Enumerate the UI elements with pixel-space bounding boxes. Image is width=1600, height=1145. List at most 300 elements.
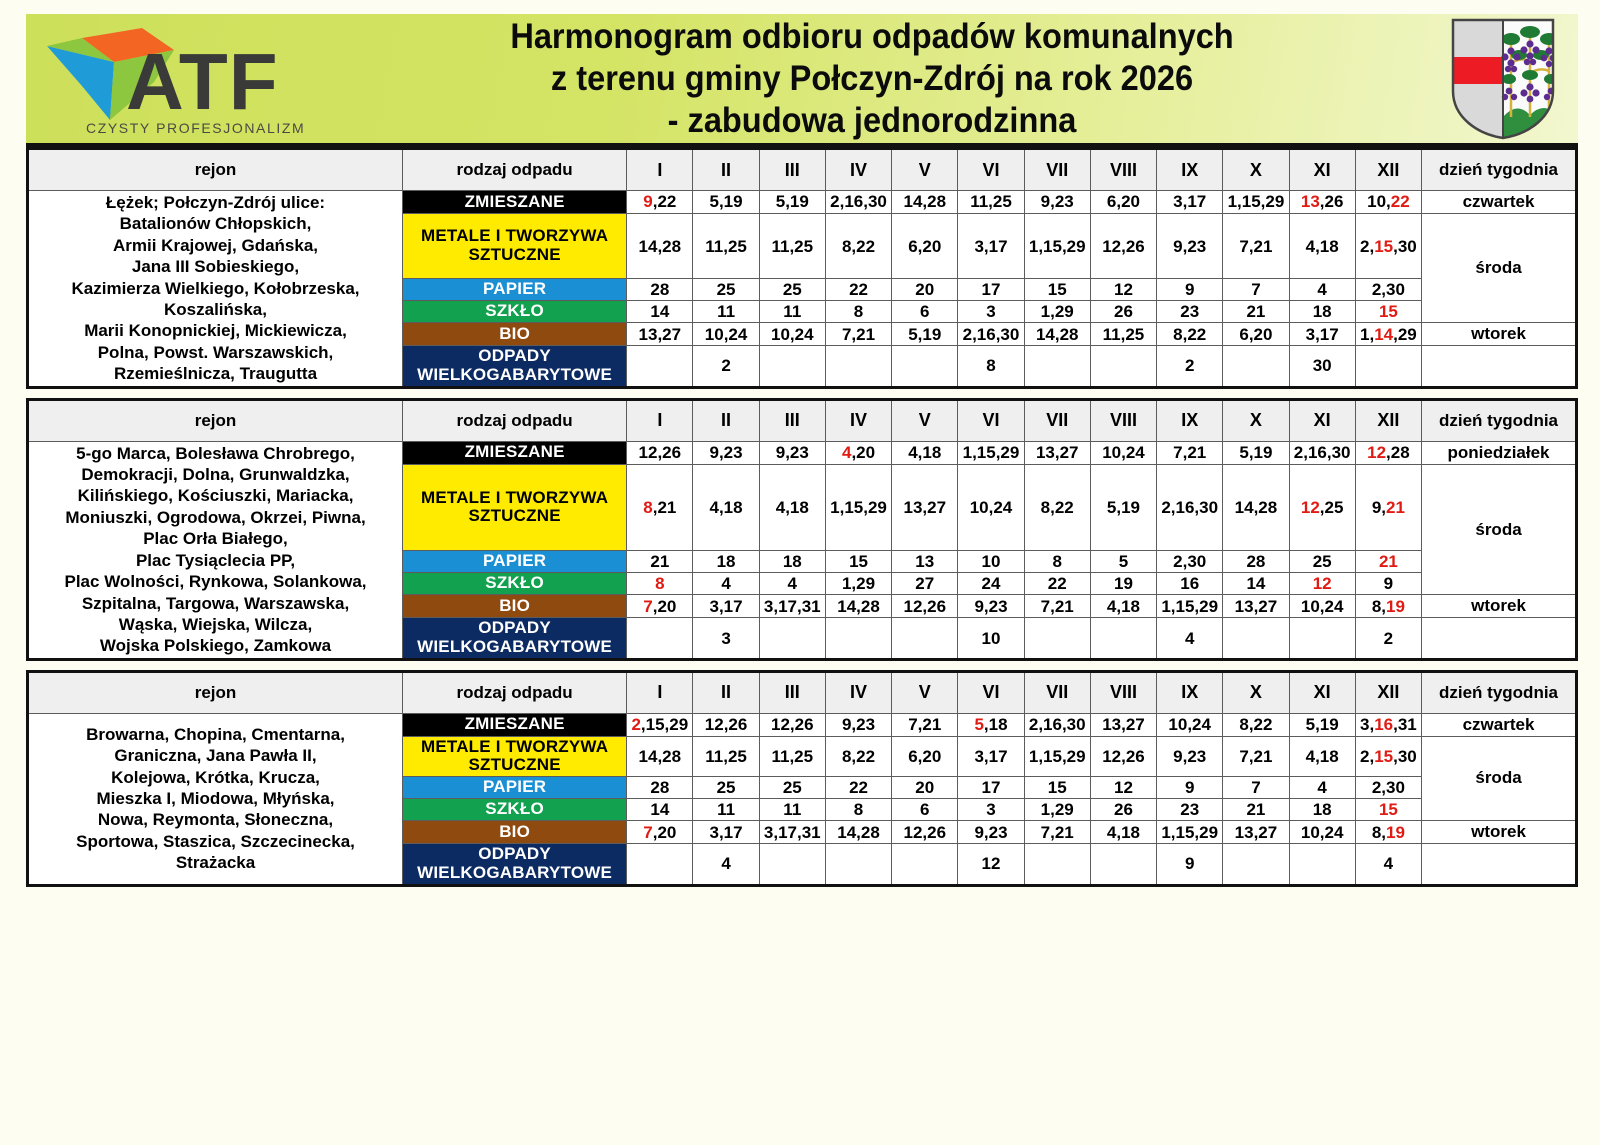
collection-dates-cell: 25: [759, 777, 825, 799]
collection-dates-cell: 4,18: [892, 441, 958, 464]
region-streets: Browarna, Chopina, Cmentarna, Graniczna, Jana Pawła II, Kolejowa, Krótka, Krucza, Mieszka I, Miodowa, Młyńska, Nowa, Reymonta, Słoneczna, Sportowa, Staszica, Szczecinecka, Strażacka: [28, 713, 403, 885]
header-month-VII: VII: [1024, 671, 1090, 713]
table-row: [28, 713, 1577, 736]
collection-dates-cell: 12,26: [627, 441, 693, 464]
highlighted-date: 9: [643, 192, 653, 212]
table-header-row: [28, 149, 1577, 191]
collection-dates-cell: 2: [693, 346, 759, 387]
collection-dates-cell: 3: [958, 799, 1024, 821]
header-month-XII: XII: [1355, 671, 1421, 713]
highlighted-date: 8: [655, 574, 665, 594]
collection-dates-cell: 26: [1090, 301, 1156, 323]
highlighted-date: 8: [643, 497, 653, 517]
header-month-III: III: [759, 671, 825, 713]
header-month-VI: VI: [958, 399, 1024, 441]
collection-dates-cell: [1024, 346, 1090, 387]
collection-dates-cell: 9,23: [1157, 736, 1223, 776]
header-month-IV: IV: [825, 399, 891, 441]
collection-dates-cell: 4: [1157, 618, 1223, 659]
collection-dates-cell: 17: [958, 279, 1024, 301]
collection-dates-cell: 4: [1355, 844, 1421, 885]
weekday-cell: [1422, 618, 1577, 659]
collection-dates-cell: 9: [1157, 844, 1223, 885]
collection-dates-cell: 10,24: [1289, 821, 1355, 844]
waste-category-label: ODPADY WIELKOGABARYTOWE: [403, 346, 627, 387]
collection-dates-cell: 13,27: [627, 323, 693, 346]
waste-category-label: PAPIER: [403, 551, 627, 573]
collection-dates-cell: [1090, 844, 1156, 885]
collection-dates-cell: [627, 844, 693, 885]
header-month-IX: IX: [1157, 671, 1223, 713]
collection-dates-cell: 10,24: [693, 323, 759, 346]
collection-dates-cell: [1090, 618, 1156, 659]
collection-dates-cell: 8,22: [1024, 464, 1090, 551]
collection-dates-cell: 10,24: [759, 323, 825, 346]
table-header-row: [28, 399, 1577, 441]
collection-dates-cell: 9: [1355, 573, 1421, 595]
collection-dates-cell: 9,23: [693, 441, 759, 464]
collection-dates-cell: 18: [1289, 799, 1355, 821]
collection-dates-cell: 3,17: [958, 736, 1024, 776]
header-region: rejon: [28, 671, 403, 713]
collection-dates-cell: 18: [1289, 301, 1355, 323]
collection-dates-cell: 18: [759, 551, 825, 573]
collection-dates-cell: 5,19: [759, 191, 825, 214]
collection-dates-cell: 6: [892, 799, 958, 821]
collection-dates-cell: 4,18: [1289, 214, 1355, 279]
collection-dates-cell: [1355, 301, 1421, 323]
collection-dates-cell: 2: [1157, 346, 1223, 387]
collection-dates-cell: 2,16,30: [1024, 713, 1090, 736]
collection-dates-cell: 8: [825, 301, 891, 323]
collection-dates-cell: 4: [1289, 279, 1355, 301]
highlighted-date: 19: [1386, 596, 1405, 616]
collection-dates-cell: 6,20: [1223, 323, 1289, 346]
collection-dates-cell: 7: [1223, 279, 1289, 301]
collection-dates-cell: 14,28: [627, 736, 693, 776]
collection-dates-cell: [1090, 346, 1156, 387]
schedule-tables: [26, 147, 1578, 887]
collection-dates-cell: 1,15,29: [1024, 214, 1090, 279]
highlighted-date: 12: [1312, 574, 1332, 594]
atf-tagline: CZYSTY PROFESJONALIZM: [86, 119, 306, 136]
collection-dates-cell: 9,23: [1024, 191, 1090, 214]
schedule-block-2: [26, 398, 1578, 661]
header-month-II: II: [693, 671, 759, 713]
header-waste-type: rodzaj odpadu: [403, 399, 627, 441]
collection-dates-cell: 3,17,31: [759, 595, 825, 618]
collection-dates-cell: 2,16,30: [958, 323, 1024, 346]
collection-dates-cell: 4,20: [825, 441, 891, 464]
collection-dates-cell: 22: [825, 777, 891, 799]
header-month-I: I: [627, 671, 693, 713]
collection-dates-cell: [892, 618, 958, 659]
collection-dates-cell: 27: [892, 573, 958, 595]
collection-dates-cell: 11: [693, 301, 759, 323]
highlighted-date: 15: [1374, 746, 1394, 766]
collection-dates-cell: 13,27: [892, 464, 958, 551]
collection-dates-cell: 18: [693, 551, 759, 573]
collection-dates-cell: 4: [759, 573, 825, 595]
weekday-cell: czwartek: [1422, 191, 1577, 214]
collection-dates-cell: [1289, 573, 1355, 595]
collection-dates-cell: [627, 618, 693, 659]
header-month-II: II: [693, 399, 759, 441]
collection-dates-cell: 8,22: [1157, 323, 1223, 346]
collection-dates-cell: 2,16,30: [1289, 441, 1355, 464]
collection-dates-cell: 6,20: [1090, 191, 1156, 214]
collection-dates-cell: [627, 573, 693, 595]
collection-dates-cell: 6,20: [892, 214, 958, 279]
collection-dates-cell: 9,23: [825, 713, 891, 736]
collection-dates-cell: 3: [693, 618, 759, 659]
collection-dates-cell: [759, 618, 825, 659]
collection-dates-cell: 5: [1090, 551, 1156, 573]
collection-dates-cell: 21: [627, 551, 693, 573]
collection-dates-cell: 11: [759, 301, 825, 323]
collection-dates-cell: 6: [892, 301, 958, 323]
header-month-VIII: VIII: [1090, 671, 1156, 713]
header-month-V: V: [892, 671, 958, 713]
collection-dates-cell: 9,23: [958, 595, 1024, 618]
collection-dates-cell: 2,30: [1355, 279, 1421, 301]
highlighted-date: 15: [1374, 236, 1394, 256]
schedule-block-3: [26, 670, 1578, 887]
collection-dates-cell: 6,20: [892, 736, 958, 776]
collection-dates-cell: 9: [1157, 279, 1223, 301]
collection-dates-cell: 13,27: [1223, 595, 1289, 618]
waste-category-label: SZKŁO: [403, 573, 627, 595]
collection-dates-cell: 10,24: [1157, 713, 1223, 736]
weekday-cell: wtorek: [1422, 323, 1577, 346]
collection-dates-cell: 20: [892, 777, 958, 799]
collection-dates-cell: 19: [1090, 573, 1156, 595]
header-waste-type: rodzaj odpadu: [403, 671, 627, 713]
waste-category-label: ODPADY WIELKOGABARYTOWE: [403, 618, 627, 659]
collection-dates-cell: 3,17: [693, 595, 759, 618]
collection-dates-cell: 25: [1289, 551, 1355, 573]
header-month-XI: XI: [1289, 399, 1355, 441]
header-month-XII: XII: [1355, 149, 1421, 191]
header-weekday: dzień tygodnia: [1422, 671, 1577, 713]
collection-dates-cell: 12,25: [1289, 464, 1355, 551]
title-line-3: - zabudowa jednorodzinna: [667, 100, 1077, 140]
highlighted-date: 15: [1378, 302, 1398, 322]
collection-dates-cell: 14: [627, 799, 693, 821]
collection-dates-cell: 7,21: [1024, 821, 1090, 844]
document-title: [356, 16, 1428, 142]
header-region: rejon: [28, 399, 403, 441]
table-row: [28, 191, 1577, 214]
collection-dates-cell: 3,17: [1289, 323, 1355, 346]
header-month-IX: IX: [1157, 399, 1223, 441]
collection-dates-cell: 17: [958, 777, 1024, 799]
collection-dates-cell: 1,15,29: [1223, 191, 1289, 214]
highlighted-date: 15: [1378, 800, 1398, 820]
waste-category-label: BIO: [403, 323, 627, 346]
header-month-XI: XI: [1289, 149, 1355, 191]
collection-dates-cell: 25: [693, 279, 759, 301]
collection-dates-cell: 5,19: [892, 323, 958, 346]
collection-dates-cell: 5,19: [693, 191, 759, 214]
collection-dates-cell: [1355, 346, 1421, 387]
collection-dates-cell: 9,23: [958, 821, 1024, 844]
collection-dates-cell: 8,22: [825, 214, 891, 279]
collection-dates-cell: 8,22: [1223, 713, 1289, 736]
collection-dates-cell: [1223, 844, 1289, 885]
waste-category-label: METALE I TWORZYWA SZTUCZNE: [403, 736, 627, 776]
weekday-cell: wtorek: [1422, 821, 1577, 844]
header-month-XII: XII: [1355, 399, 1421, 441]
weekday-cell: środa: [1422, 214, 1577, 323]
collection-dates-cell: 2,15,29: [627, 713, 693, 736]
collection-dates-cell: 15: [825, 551, 891, 573]
collection-dates-cell: 4,18: [1289, 736, 1355, 776]
collection-dates-cell: [1289, 844, 1355, 885]
table-row: [28, 441, 1577, 464]
header-month-VI: VI: [958, 149, 1024, 191]
collection-dates-cell: 22: [825, 279, 891, 301]
collection-dates-cell: [825, 844, 891, 885]
collection-dates-cell: 7,20: [627, 595, 693, 618]
region-streets: Łężek; Połczyn-Zdrój ulice: Batalionów Chłopskich, Armii Krajowej, Gdańska, Jana III Sobieskiego, Kazimierza Wielkiego, Kołobrzeska, Koszalińska, Marii Konopnickiej, Mickiewicza, Polna, Powst. Warszawskich, Rzemieślnicza, Traugutta: [28, 191, 403, 388]
highlighted-date: 13: [1300, 192, 1320, 212]
collection-dates-cell: 5,19: [1289, 713, 1355, 736]
header-month-X: X: [1223, 399, 1289, 441]
header-month-IX: IX: [1157, 149, 1223, 191]
waste-category-label: ZMIESZANE: [403, 713, 627, 736]
header-month-VII: VII: [1024, 149, 1090, 191]
highlighted-date: 21: [1378, 552, 1398, 572]
collection-dates-cell: 23: [1157, 301, 1223, 323]
collection-dates-cell: 30: [1289, 346, 1355, 387]
collection-dates-cell: 12,26: [1090, 736, 1156, 776]
coat-of-arms: [1428, 17, 1578, 141]
collection-dates-cell: 14: [1223, 573, 1289, 595]
collection-dates-cell: 10,24: [1289, 595, 1355, 618]
collection-dates-cell: [825, 346, 891, 387]
collection-dates-cell: [1355, 799, 1421, 821]
collection-dates-cell: 8,19: [1355, 595, 1421, 618]
collection-dates-cell: 7,21: [1223, 214, 1289, 279]
collection-dates-cell: 2,16,30: [1157, 464, 1223, 551]
highlighted-date: 19: [1386, 822, 1405, 842]
collection-dates-cell: 7,20: [627, 821, 693, 844]
header-month-I: I: [627, 399, 693, 441]
collection-dates-cell: 3,17: [693, 821, 759, 844]
collection-dates-cell: 4,18: [759, 464, 825, 551]
highlighted-date: 5: [974, 715, 984, 735]
collection-dates-cell: 1,15,29: [1157, 821, 1223, 844]
header-banner: [26, 14, 1578, 147]
atf-wordmark: ATF: [126, 36, 279, 126]
header-weekday: dzień tygodnia: [1422, 399, 1577, 441]
weekday-cell: [1422, 844, 1577, 885]
highlighted-date: 16: [1374, 715, 1394, 735]
collection-dates-cell: 15: [1024, 777, 1090, 799]
collection-dates-cell: 1,15,29: [1024, 736, 1090, 776]
collection-dates-cell: 1,14,29: [1355, 323, 1421, 346]
collection-dates-cell: 1,29: [825, 573, 891, 595]
collection-dates-cell: 13,26: [1289, 191, 1355, 214]
collection-dates-cell: 11,25: [759, 214, 825, 279]
waste-category-label: ODPADY WIELKOGABARYTOWE: [403, 844, 627, 885]
waste-category-label: METALE I TWORZYWA SZTUCZNE: [403, 464, 627, 551]
header-month-X: X: [1223, 671, 1289, 713]
collection-dates-cell: 23: [1157, 799, 1223, 821]
collection-dates-cell: 3,16,31: [1355, 713, 1421, 736]
collection-dates-cell: 7: [1223, 777, 1289, 799]
waste-category-label: PAPIER: [403, 777, 627, 799]
highlighted-date: 14: [1374, 324, 1394, 344]
highlighted-date: 22: [1390, 192, 1410, 212]
collection-dates-cell: 1,15,29: [1157, 595, 1223, 618]
collection-dates-cell: 10,22: [1355, 191, 1421, 214]
collection-dates-cell: [892, 844, 958, 885]
collection-dates-cell: 14,28: [1024, 323, 1090, 346]
collection-dates-cell: 10: [958, 618, 1024, 659]
collection-dates-cell: 4,18: [1090, 595, 1156, 618]
collection-dates-cell: [627, 346, 693, 387]
header-month-II: II: [693, 149, 759, 191]
waste-category-label: ZMIESZANE: [403, 191, 627, 214]
header-month-IV: IV: [825, 149, 891, 191]
collection-dates-cell: 12: [958, 844, 1024, 885]
header-weekday: dzień tygodnia: [1422, 149, 1577, 191]
highlighted-date: 7: [643, 596, 653, 616]
collection-dates-cell: 10,24: [958, 464, 1024, 551]
collection-dates-cell: 13,27: [1090, 713, 1156, 736]
waste-category-label: SZKŁO: [403, 799, 627, 821]
collection-dates-cell: 2,15,30: [1355, 214, 1421, 279]
collection-dates-cell: 9,23: [1157, 214, 1223, 279]
collection-dates-cell: 5,19: [1090, 464, 1156, 551]
collection-dates-cell: [1289, 618, 1355, 659]
collection-dates-cell: [1355, 551, 1421, 573]
collection-dates-cell: [892, 346, 958, 387]
schedule-block-1: [26, 147, 1578, 389]
collection-dates-cell: 20: [892, 279, 958, 301]
table-header-row: [28, 671, 1577, 713]
waste-category-label: PAPIER: [403, 279, 627, 301]
collection-dates-cell: 14,28: [825, 821, 891, 844]
collection-dates-cell: 12,26: [693, 713, 759, 736]
title-line-2: z terenu gminy Połczyn-Zdrój na rok 2026: [550, 58, 1194, 98]
collection-dates-cell: 1,29: [1024, 301, 1090, 323]
collection-dates-cell: [759, 844, 825, 885]
waste-category-label: ZMIESZANE: [403, 441, 627, 464]
collection-dates-cell: [825, 618, 891, 659]
collection-dates-cell: 9,23: [759, 441, 825, 464]
collection-dates-cell: 1,15,29: [958, 441, 1024, 464]
waste-category-label: SZKŁO: [403, 301, 627, 323]
collection-dates-cell: 8,22: [825, 736, 891, 776]
collection-dates-cell: 12,26: [759, 713, 825, 736]
collection-dates-cell: 4: [693, 573, 759, 595]
collection-dates-cell: 10: [958, 551, 1024, 573]
collection-dates-cell: 11,25: [693, 736, 759, 776]
title-line-1: Harmonogram odbioru odpadów komunalnych: [510, 16, 1234, 56]
header-region: rejon: [28, 149, 403, 191]
collection-dates-cell: [1223, 346, 1289, 387]
collection-dates-cell: 13: [892, 551, 958, 573]
collection-dates-cell: 4,18: [693, 464, 759, 551]
header-month-IV: IV: [825, 671, 891, 713]
collection-dates-cell: [1024, 844, 1090, 885]
collection-dates-cell: 12: [1090, 279, 1156, 301]
waste-category-label: BIO: [403, 821, 627, 844]
collection-dates-cell: 3,17: [1157, 191, 1223, 214]
collection-dates-cell: [1024, 618, 1090, 659]
collection-dates-cell: 14,28: [825, 595, 891, 618]
waste-category-label: BIO: [403, 595, 627, 618]
collection-dates-cell: 5,19: [1223, 441, 1289, 464]
collection-dates-cell: 12,28: [1355, 441, 1421, 464]
atf-logo: [26, 16, 356, 142]
collection-dates-cell: 4,18: [1090, 821, 1156, 844]
collection-dates-cell: 3,17: [958, 214, 1024, 279]
header-month-XI: XI: [1289, 671, 1355, 713]
collection-dates-cell: 9,21: [1355, 464, 1421, 551]
collection-dates-cell: 13,27: [1024, 441, 1090, 464]
collection-dates-cell: 28: [1223, 551, 1289, 573]
collection-dates-cell: 15: [1024, 279, 1090, 301]
collection-dates-cell: 12,26: [892, 595, 958, 618]
highlighted-date: 7: [643, 822, 653, 842]
collection-dates-cell: 14,28: [892, 191, 958, 214]
weekday-cell: czwartek: [1422, 713, 1577, 736]
header-month-I: I: [627, 149, 693, 191]
collection-dates-cell: 26: [1090, 799, 1156, 821]
collection-dates-cell: 13,27: [1223, 821, 1289, 844]
collection-dates-cell: 9: [1157, 777, 1223, 799]
highlighted-date: 21: [1386, 497, 1405, 517]
collection-dates-cell: 3,17,31: [759, 821, 825, 844]
collection-dates-cell: 11: [759, 799, 825, 821]
collection-dates-cell: 3: [958, 301, 1024, 323]
collection-dates-cell: 5,18: [958, 713, 1024, 736]
collection-dates-cell: 4: [693, 844, 759, 885]
collection-dates-cell: 11: [693, 799, 759, 821]
collection-dates-cell: 11,25: [759, 736, 825, 776]
region-streets: 5-go Marca, Bolesława Chrobrego, Demokracji, Dolna, Grunwaldzka, Kilińskiego, Kościuszki, Mariacka, Moniuszki, Ogrodowa, Okrzei, Piwna, Plac Orła Białego, Plac Tysiąclecia PP, Plac Wolności, Rynkowa, Solankowa, Szpitalna, Targowa, Warszawska, Wąska, Wiejska, Wilcza, Wojska Polskiego, Zamkowa: [28, 441, 403, 659]
collection-dates-cell: 11,25: [958, 191, 1024, 214]
highlighted-date: 12: [1300, 497, 1320, 517]
collection-dates-cell: 8: [958, 346, 1024, 387]
header-month-VI: VI: [958, 671, 1024, 713]
collection-dates-cell: 2,30: [1157, 551, 1223, 573]
weekday-cell: środa: [1422, 736, 1577, 820]
collection-dates-cell: 1,29: [1024, 799, 1090, 821]
collection-dates-cell: 11,25: [693, 214, 759, 279]
collection-dates-cell: 14,28: [1223, 464, 1289, 551]
header-month-III: III: [759, 399, 825, 441]
weekday-cell: poniedziałek: [1422, 441, 1577, 464]
collection-dates-cell: 14,28: [627, 214, 693, 279]
highlighted-date: 12: [1367, 443, 1387, 463]
coat-of-arms-icon: [1449, 17, 1557, 141]
collection-dates-cell: 24: [958, 573, 1024, 595]
waste-category-label: METALE I TWORZYWA SZTUCZNE: [403, 214, 627, 279]
collection-dates-cell: 7,21: [1157, 441, 1223, 464]
collection-dates-cell: 7,21: [1223, 736, 1289, 776]
header-month-VIII: VIII: [1090, 399, 1156, 441]
collection-dates-cell: 12,26: [892, 821, 958, 844]
header-month-X: X: [1223, 149, 1289, 191]
collection-dates-cell: 2,30: [1355, 777, 1421, 799]
collection-dates-cell: 12: [1090, 777, 1156, 799]
header-month-VII: VII: [1024, 399, 1090, 441]
